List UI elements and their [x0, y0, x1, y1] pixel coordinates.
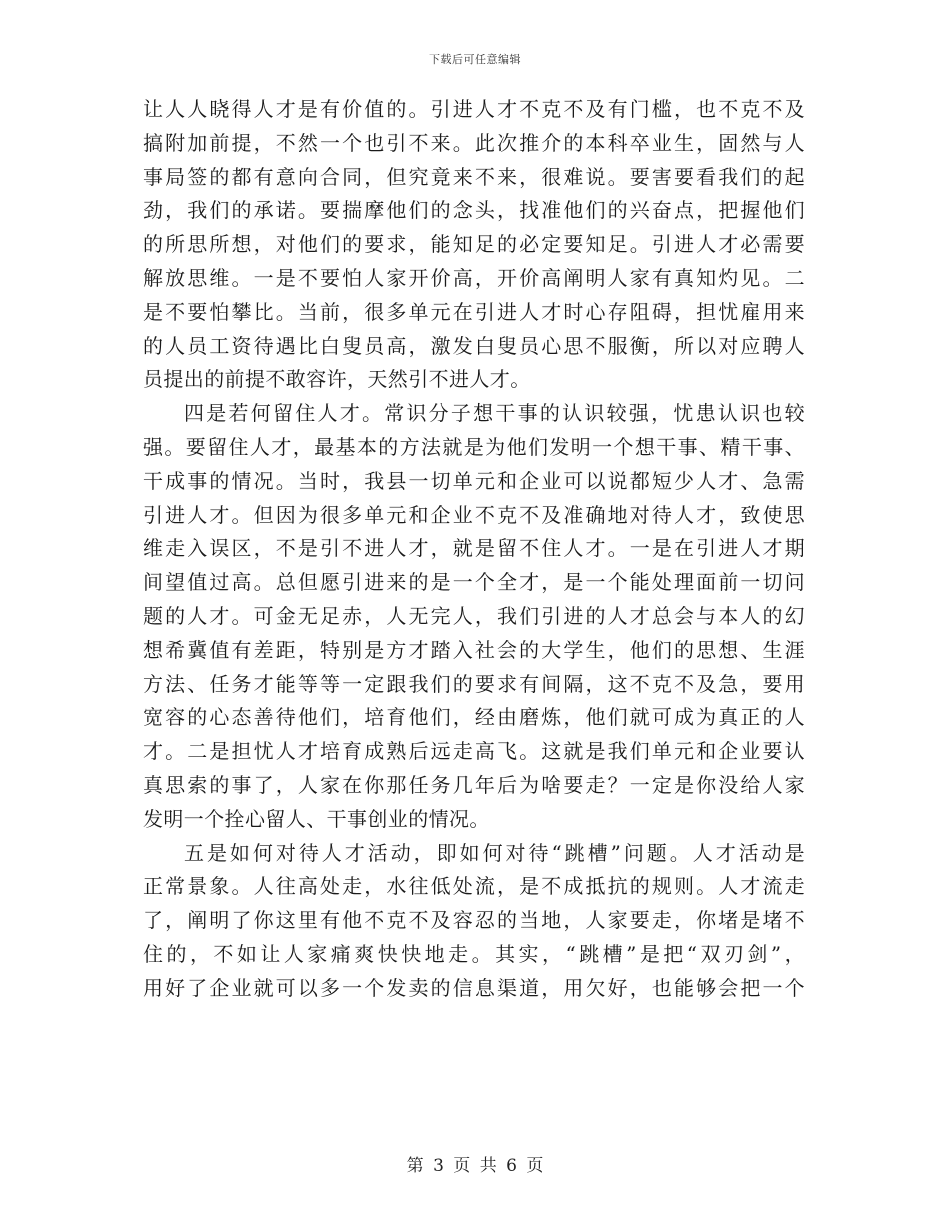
- text-line: 解放思维。一是不要怕人家开价高，开价高阐明人家有真知灼见。二: [143, 265, 805, 290]
- text-line: 搞附加前提，不然一个也引不来。此次推介的本科卒业生，固然与人: [143, 130, 805, 155]
- text-line: 员提出的前提不敢容许，天然引不进人才。: [143, 367, 531, 392]
- text-line: 真思索的事了，人家在你那任务几年后为啥要走？一定是你没给人家: [143, 772, 805, 797]
- page-header: 下载后可任意编辑: [429, 53, 521, 66]
- text-line: 了，阐明了你这里有他不克不及容忍的当地，人家要走，你堵是堵不: [143, 908, 805, 933]
- text-line: 题的人才。可金无足赤，人无完人，我们引进的人才总会与本人的幻: [143, 603, 805, 628]
- text-line: 间望值过高。总但愿引进来的是一个全才，是一个能处理面前一切问: [143, 570, 805, 595]
- text-line: 用好了企业就可以多一个发卖的信息渠道，用欠好，也能够会把一个: [143, 975, 805, 1000]
- text-line: 方法、任务才能等等一定跟我们的要求有间隔，这不克不及急，要用: [143, 671, 805, 696]
- text-line: 的所思所想，对他们的要求，能知足的必定要知足。引进人才必需要: [143, 232, 805, 257]
- text-line: 是不要怕攀比。当前，很多单元在引进人才时心存阻碍，担忧雇用来: [143, 299, 805, 324]
- text-line: 发明一个拴心留人、干事创业的情况。: [143, 806, 490, 831]
- text-line: 干成事的情况。当时，我县一切单元和企业可以说都短少人才、急需: [143, 468, 805, 493]
- text-line: 才。二是担忧人才培育成熟后远走高飞。这就是我们单元和企业要认: [143, 739, 805, 764]
- text-line: 五是如何对待人才活动，即如何对待“跳槽”问题。人才活动是: [184, 840, 805, 865]
- text-line: 住的，不如让人家痛爽快快地走。其实，“跳槽”是把“双刃剑”，: [143, 941, 805, 966]
- text-line: 引进人才。但因为很多单元和企业不克不及准确地对待人才，致使思: [143, 502, 805, 527]
- text-line: 事局签的都有意向合同，但究竟来不来，很难说。要害要看我们的起: [143, 164, 805, 189]
- text-line: 正常景象。人往高处走，水往低处流，是不成抵抗的规则。人才流走: [143, 874, 805, 899]
- text-line: 宽容的心态善待他们，培育他们，经由磨炼，他们就可成为真正的人: [143, 705, 805, 730]
- text-line: 想希冀值有差距，特别是方才踏入社会的大学生，他们的思想、生涯: [143, 637, 805, 662]
- text-line: 四是若何留住人才。常识分子想干事的认识较强，忧患认识也较: [184, 401, 805, 426]
- text-line: 强。要留住人才，最基本的方法就是为他们发明一个想干事、精干事、: [143, 434, 805, 459]
- text-line: 维走入误区，不是引不进人才，就是留不住人才。一是在引进人才期: [143, 536, 805, 561]
- text-line: 让人人晓得人才是有价值的。引进人才不克不及有门槛，也不克不及: [143, 97, 805, 121]
- document-body: [143, 93, 805, 1006]
- text-line: 劲，我们的承诺。要揣摩他们的念头，找准他们的兴奋点，把握他们: [143, 198, 805, 223]
- text-line: 的人员工资待遇比白叟员高，激发白叟员心思不服衡，所以对应聘人: [143, 333, 805, 358]
- page-number: 第 3 页 共 6 页: [406, 1156, 544, 1176]
